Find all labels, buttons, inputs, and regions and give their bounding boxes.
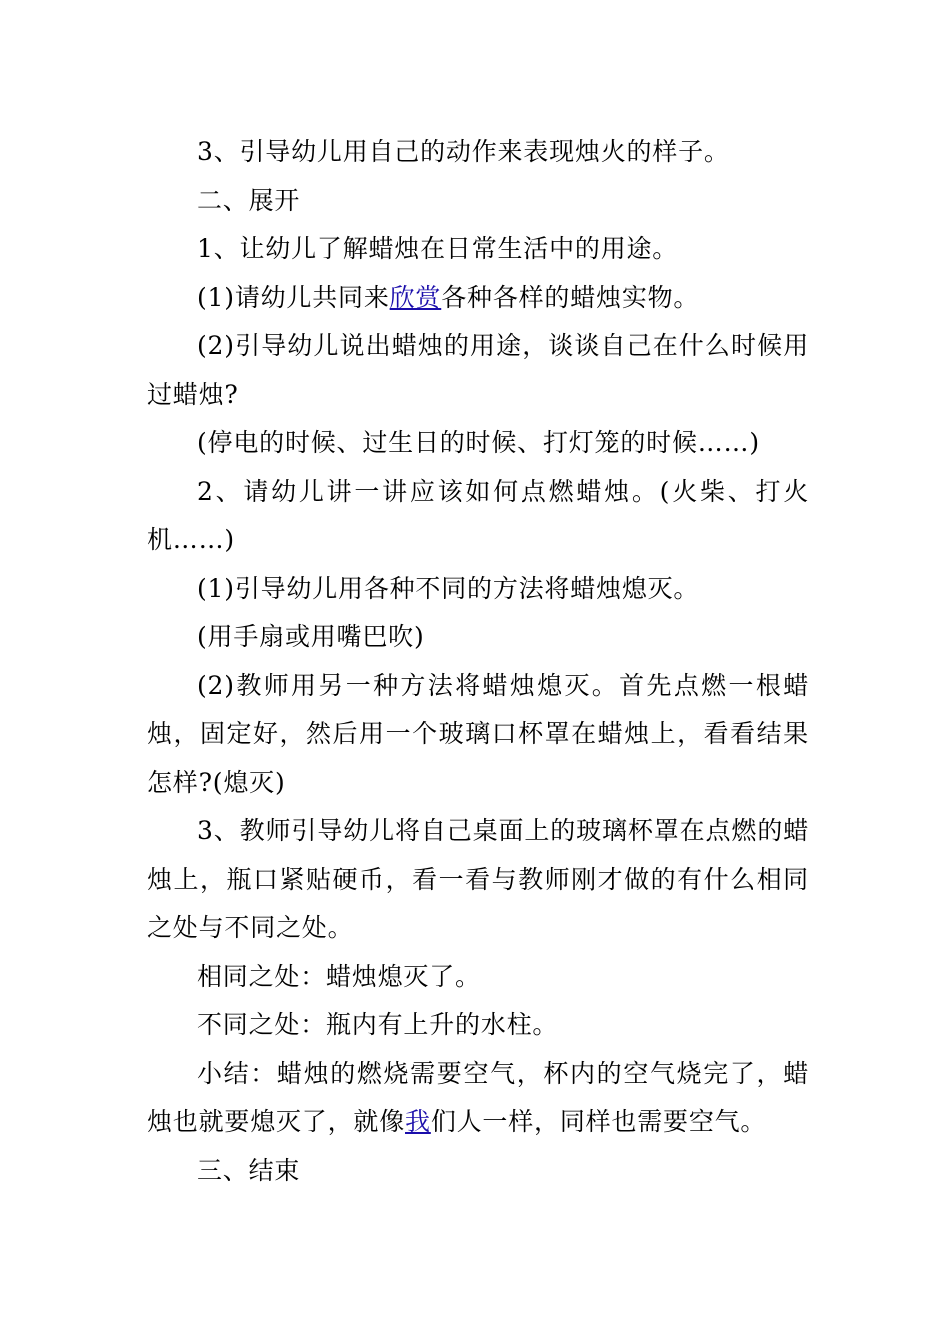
link-we[interactable]: 我 [405,1107,431,1136]
paragraph-step-1-1 [147,274,809,323]
paragraph-step-3: 3、教师引导幼儿将自己桌面上的玻璃杯罩在点燃的蜡烛上，瓶口紧贴硬币，看一看与教师刚才做的有什么相同之处与不同之处。 [147,816,809,942]
paragraph-step-2: 2、请幼儿讲一讲应该如何点燃蜡烛。(火柴、打火机……) [147,476,809,554]
paragraph-step-3-intro: 3、引导幼儿用自己的动作来表现烛火的样子。 [197,137,730,166]
text-segment: 小结：蜡烛的燃烧需要空气，杯内的空气烧完了，蜡烛也就要熄灭了，就像 [147,1058,809,1136]
paragraph-similarity: 相同之处：蜡烛熄灭了。 [197,961,481,991]
paragraph-difference: 不同之处：瓶内有上升的水柱。 [197,1010,559,1039]
paragraph-examples: (停电的时候、过生日的时候、打灯笼的时候……) [197,428,760,457]
text-segment: (1)请幼儿共同来 [197,282,390,312]
section-heading-expand: 二、展开 [197,185,301,215]
paragraph-step-1-2: (2)引导幼儿说出蜡烛的用途，谈谈自己在什么时候用过蜡烛? [147,331,809,409]
paragraph-step-2-1: (1)引导幼儿用各种不同的方法将蜡烛熄灭。 [197,573,700,603]
document-body [147,128,809,1195]
paragraph-summary [147,1050,809,1147]
section-heading-end: 三、结束 [197,1155,301,1185]
link-appreciate[interactable]: 欣赏 [389,282,442,312]
paragraph-step-1: 1、让幼儿了解蜡烛在日常生活中的用途。 [197,234,679,263]
paragraph-step-2-2: (2)教师用另一种方法将蜡烛熄灭。首先点燃一根蜡烛，固定好，然后用一个玻璃口杯罩在蜡烛上，看看结果怎样?(熄灭) [147,670,809,797]
text-segment: 们人一样，同样也需要空气。 [430,1107,767,1136]
paragraph-methods: (用手扇或用嘴巴吹) [197,622,425,651]
text-segment: 各种各样的蜡烛实物。 [441,282,700,312]
